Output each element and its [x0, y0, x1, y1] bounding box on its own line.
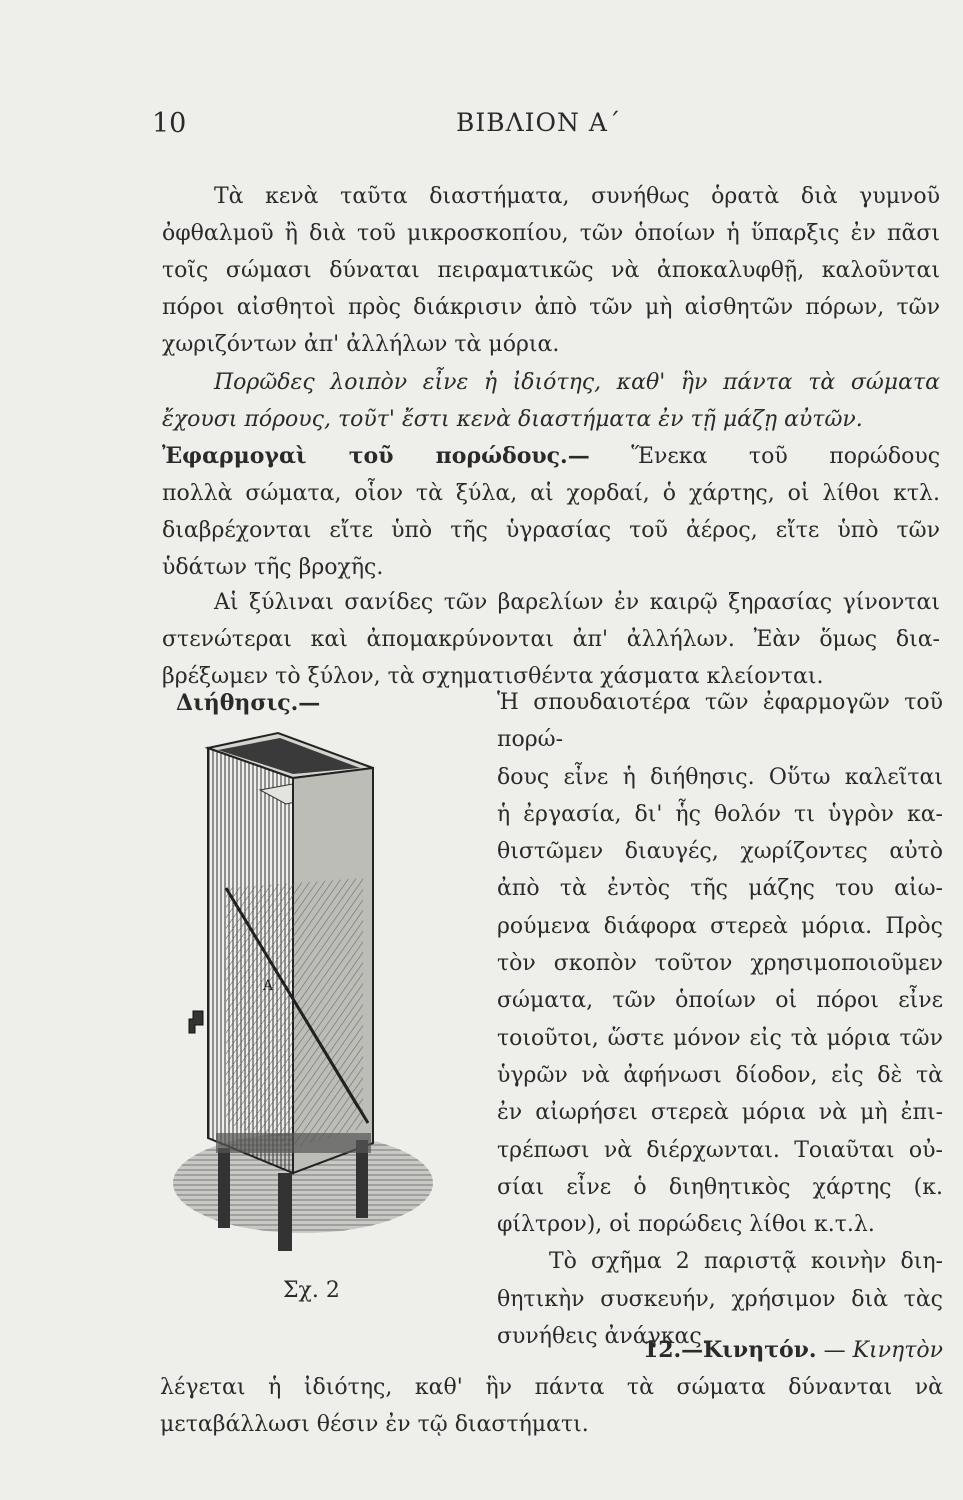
text-line: στενώτεραι καὶ ἀπομακρύνονται ἀπ' ἀλλήλων. Ἐὰν ὅμως δια-	[162, 627, 940, 652]
text-line: σίαι εἶνε ὁ διηθητικὸς χάρτης (κ.	[497, 1174, 943, 1200]
text-line: τοῖς σώμασι δύναται πειραματικῶς νὰ ἀποκαλυφθῇ, καλοῦνται	[162, 258, 940, 283]
section-applications	[162, 438, 940, 586]
text-line: Κινητὸν	[852, 1338, 943, 1363]
heading-dash: —	[823, 1338, 846, 1363]
text-line: δους εἶνε ἡ διήθησις. Οὕτω καλεῖται	[497, 764, 943, 790]
section-heading-applications: Ἐφαρμογαὶ τοῦ πορώδους.—	[162, 443, 590, 469]
page-header	[0, 108, 963, 148]
text-line: μεταβάλλωσι θέσιν ἐν τῷ διαστήματι.	[160, 1412, 589, 1437]
text-line: ἡ ἐργασία, δι' ἧς θολόν τι ὑγρὸν κα-	[497, 801, 943, 827]
text-line: ὀφθαλμοῦ ἢ διὰ τοῦ μικροσκοπίου, τῶν ὁποίων ἡ ὕπαρξις ἐν πᾶσι	[162, 221, 940, 246]
text-line: ὑγρῶν νὰ ἀφήνωσι δίοδον, εἰς δὲ τὰ	[497, 1062, 943, 1088]
section-first-line	[160, 1332, 943, 1369]
text-line: ἀπὸ τὰ ἐντὸς τῆς μάζης του αἰω-	[497, 876, 943, 902]
figure-label-a: A	[263, 978, 274, 994]
text-line: ὑδάτων τῆς βροχῆς.	[162, 555, 384, 580]
section-heading-mobility: 12.—Κινητόν.	[642, 1337, 817, 1363]
text-line: σώματα, τῶν ὁποίων οἱ πόροι εἶνε	[497, 988, 943, 1014]
text-line: ρούμενα διάφορα στερεὰ μόρια. Πρὸς	[497, 913, 943, 939]
text-line: συνήθεις ἀνάγκας.	[497, 1324, 709, 1350]
text-line: ἔχουσι πόρους, τοῦτ' ἔστι κενὰ διαστήματα ἐν τῇ μάζῃ αὐτῶν.	[162, 407, 863, 432]
text-line: Τὰ κενὰ ταῦτα διαστήματα, συνήθως ὁρατὰ διὰ γυμνοῦ	[214, 184, 940, 209]
paragraph-barrels	[162, 584, 940, 695]
text-line: τρέπωσι νὰ διέρχωνται. Τοιαῦται οὐ-	[497, 1137, 943, 1163]
text-line: πόροι αἰσθητοὶ πρὸς διάκρισιν ἀπὸ τῶν μὴ αἰσθητῶν πόρων, τῶν	[162, 295, 940, 320]
page-number: 10	[152, 108, 187, 139]
text-line: Ἕνεκα τοῦ πορώδους	[631, 444, 941, 469]
section-first-line	[162, 438, 940, 475]
text-line: Τὸ σχῆμα 2 παριστᾷ κοινὴν διη-	[549, 1249, 943, 1275]
text-line: χωριζόντων ἀπ' ἀλλήλων τὰ μόρια.	[162, 332, 560, 357]
text-line: φίλτρον), οἱ πορώδεις λίθοι κ.τ.λ.	[497, 1212, 875, 1238]
figure-caption: Σχ. 2	[283, 1278, 340, 1303]
text-line: τὸν σκοπὸν τοῦτον χρησιμοποιοῦμεν	[497, 951, 943, 977]
section-heading-filtration: Διήθησις.—	[176, 690, 321, 716]
text-line: θητικὴν συσκευήν, χρήσιμον διὰ τὰς	[497, 1286, 943, 1312]
filtration-box-illustration	[168, 728, 468, 1263]
text-line: Αἱ ξύλιναι σανίδες τῶν βαρελίων ἐν καιρῷ ξηρασίας γίνονται	[214, 590, 940, 615]
paragraph-porosity-definition	[162, 364, 940, 438]
text-line: Ἡ σπουδαιοτέρα τῶν ἐφαρμογῶν τοῦ πορώ-	[497, 690, 943, 753]
text-line: θιστῶμεν διαυγές, χωρίζοντες αὐτὸ	[497, 839, 943, 865]
text-line: διαβρέχονται εἴτε ὑπὸ τῆς ὑγρασίας τοῦ ἀέρος, εἴτε ὑπὸ τῶν	[162, 518, 940, 543]
running-head: ΒΙΒΛΙΟΝ Α΄	[456, 108, 622, 137]
section-mobility	[160, 1332, 943, 1443]
text-line: πολλὰ σώματα, οἷον τὰ ξύλα, αἱ χορδαί, ὁ χάρτης, οἱ λίθοι κτλ.	[162, 481, 940, 506]
paragraph-pores	[162, 178, 940, 363]
filtration-text-column	[497, 684, 943, 1355]
text-line: λέγεται ἡ ἰδιότης, καθ' ἣν πάντα τὰ σώματα δύνανται νὰ	[160, 1375, 943, 1400]
text-line: Πορῶδες λοιπὸν εἶνε ἡ ἰδιότης, καθ' ἣν πάντα τὰ σώματα	[214, 370, 940, 395]
text-line: τοιοῦτοι, ὥστε μόνον εἰς τὰ μόρια τῶν	[497, 1025, 943, 1051]
text-line: βρέξωμεν τὸ ξύλον, τὰ σχηματισθέντα χάσματα κλείονται.	[162, 664, 824, 689]
filtration-apparatus-figure	[168, 728, 468, 1263]
text-line: ἐν αἰωρήσει στερεὰ μόρια νὰ μὴ ἐπι-	[497, 1100, 943, 1126]
